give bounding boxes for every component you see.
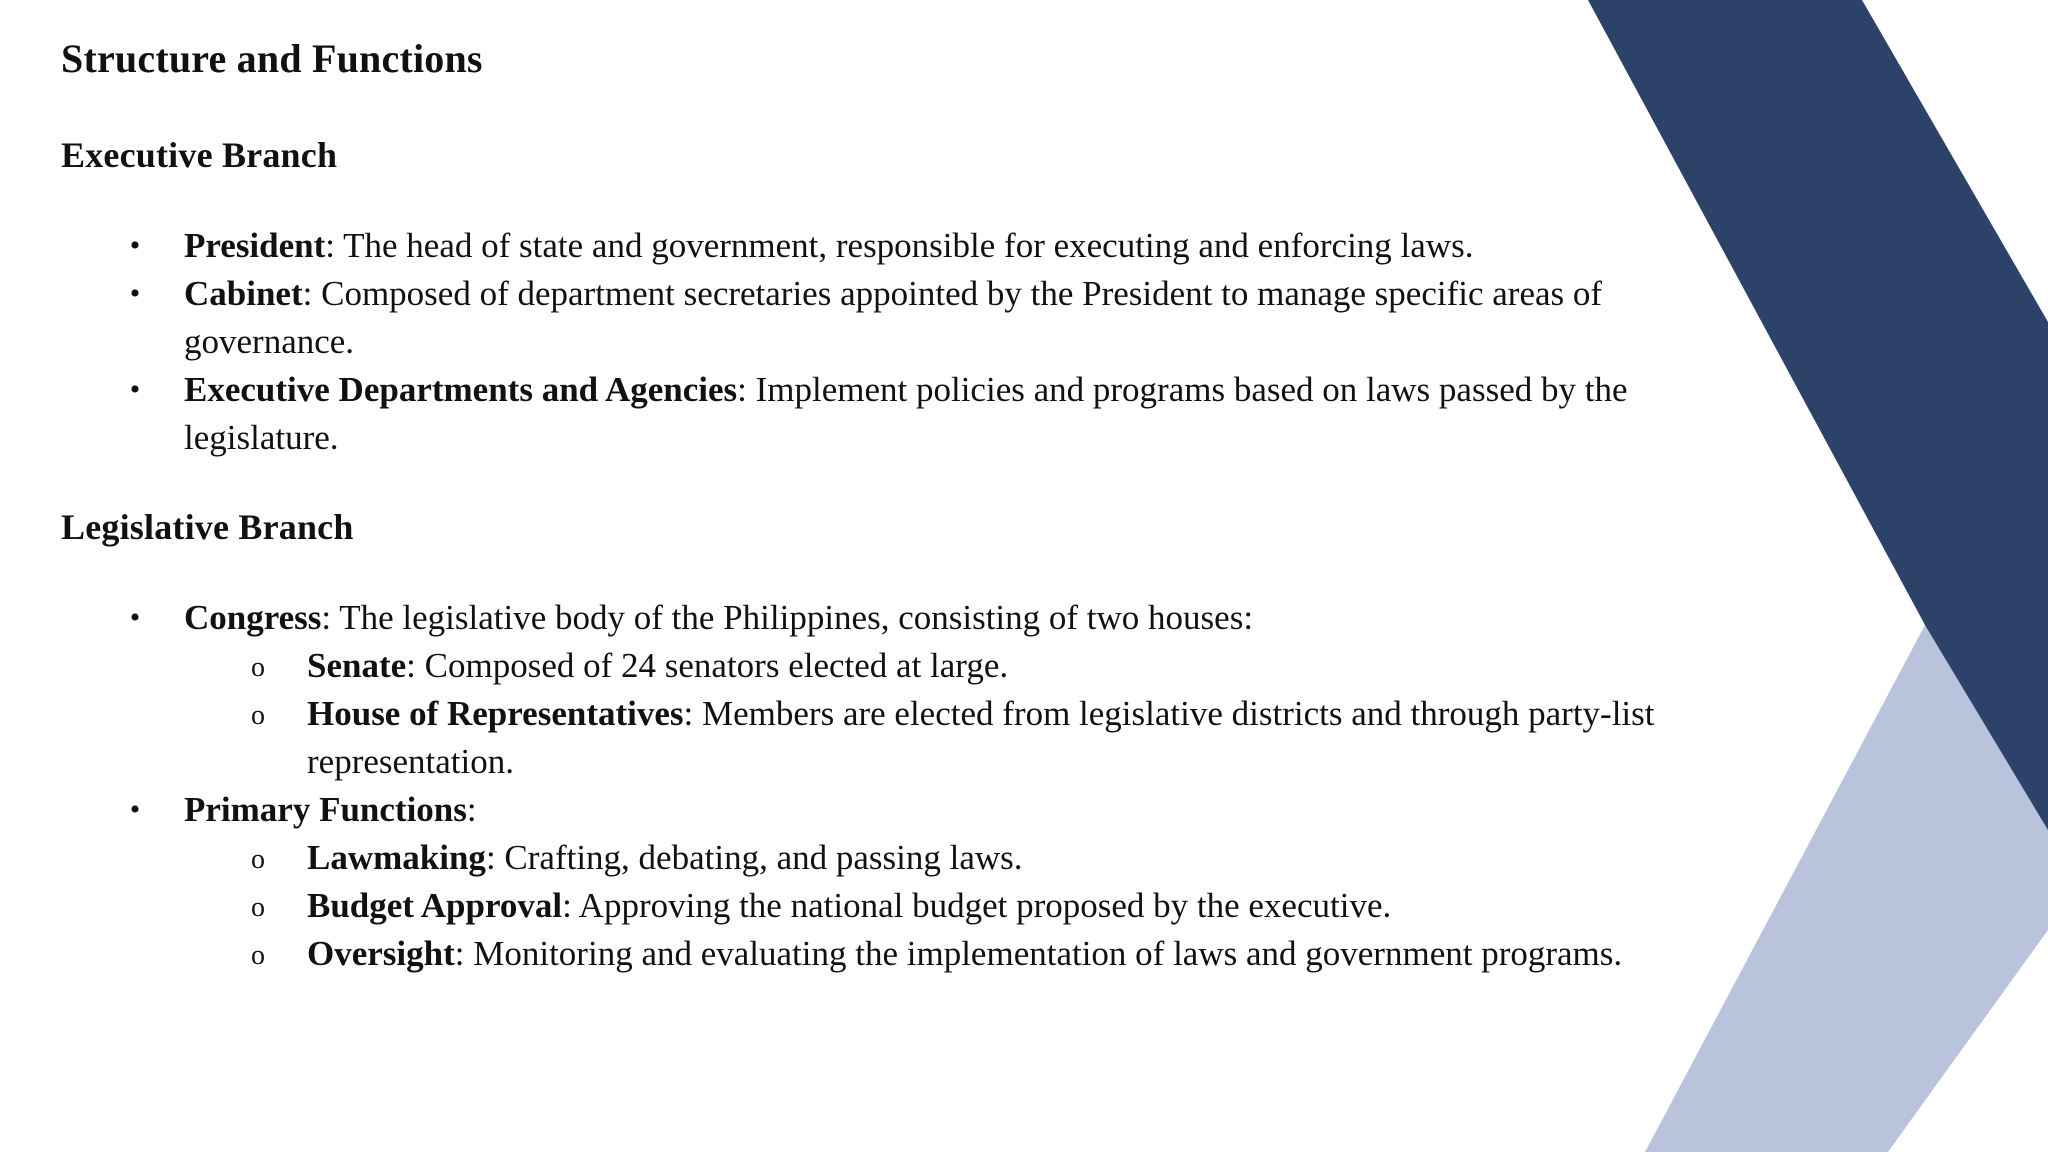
item-text: : <box>466 790 477 829</box>
sub-list-item <box>184 882 1681 930</box>
item-text: : Composed of 24 senators elected at large. <box>406 646 1009 685</box>
circle-bullet-icon: o <box>251 940 265 971</box>
item-text: : Approving the national budget proposed by the executive. <box>562 886 1392 925</box>
list-item <box>61 786 1681 978</box>
item-text: : Crafting, debating, and passing laws. <box>485 838 1023 877</box>
item-text: : Implement policies and programs based on laws passed by the legislature. <box>184 370 1628 457</box>
circle-bullet-icon: o <box>251 700 265 731</box>
item-term: Primary Functions <box>184 790 467 829</box>
item-text: : Monitoring and evaluating the implementation of laws and government programs. <box>454 934 1623 973</box>
circle-bullet-icon: o <box>251 844 265 875</box>
bullet-icon: • <box>129 373 141 406</box>
list-item <box>61 594 1681 786</box>
item-term: President <box>184 226 326 265</box>
list-item <box>61 222 1681 270</box>
circle-bullet-icon: o <box>251 892 265 923</box>
document-body <box>61 30 1681 978</box>
sub-list-item <box>184 642 1681 690</box>
item-text: : The legislative body of the Philippines, consisting of two houses: <box>321 598 1254 637</box>
item-term: Executive Departments and Agencies <box>184 370 738 409</box>
item-term: Budget Approval <box>307 886 563 925</box>
item-term: Congress <box>184 598 322 637</box>
sub-list-item <box>184 690 1681 786</box>
document-title: Structure and Functions <box>61 36 483 81</box>
functions-sublist <box>184 834 1681 978</box>
bullet-icon: • <box>129 601 141 634</box>
bullet-icon: • <box>129 277 141 310</box>
bullet-icon: • <box>129 793 141 826</box>
item-term: Senate <box>307 646 407 685</box>
legislative-list <box>61 594 1681 978</box>
list-item <box>61 270 1681 366</box>
item-term: Lawmaking <box>307 838 486 877</box>
section-heading-legislative: Legislative Branch <box>61 507 354 547</box>
item-text: : The head of state and government, responsible for executing and enforcing laws. <box>325 226 1474 265</box>
circle-bullet-icon: o <box>251 652 265 683</box>
bullet-icon: • <box>129 229 141 262</box>
item-text: : Members are elected from legislative districts and through party-list representation. <box>307 694 1655 781</box>
sub-list-item <box>184 930 1681 978</box>
sub-list-item <box>184 834 1681 882</box>
item-text: : Composed of department secretaries appointed by the President to manage specific areas of governance. <box>184 274 1603 361</box>
section-heading-executive: Executive Branch <box>61 135 338 175</box>
list-item <box>61 366 1681 462</box>
congress-sublist <box>184 642 1681 786</box>
item-term: Oversight <box>307 934 455 973</box>
item-term: Cabinet <box>184 274 303 313</box>
item-term: House of Representatives <box>307 694 684 733</box>
executive-list <box>61 222 1681 462</box>
